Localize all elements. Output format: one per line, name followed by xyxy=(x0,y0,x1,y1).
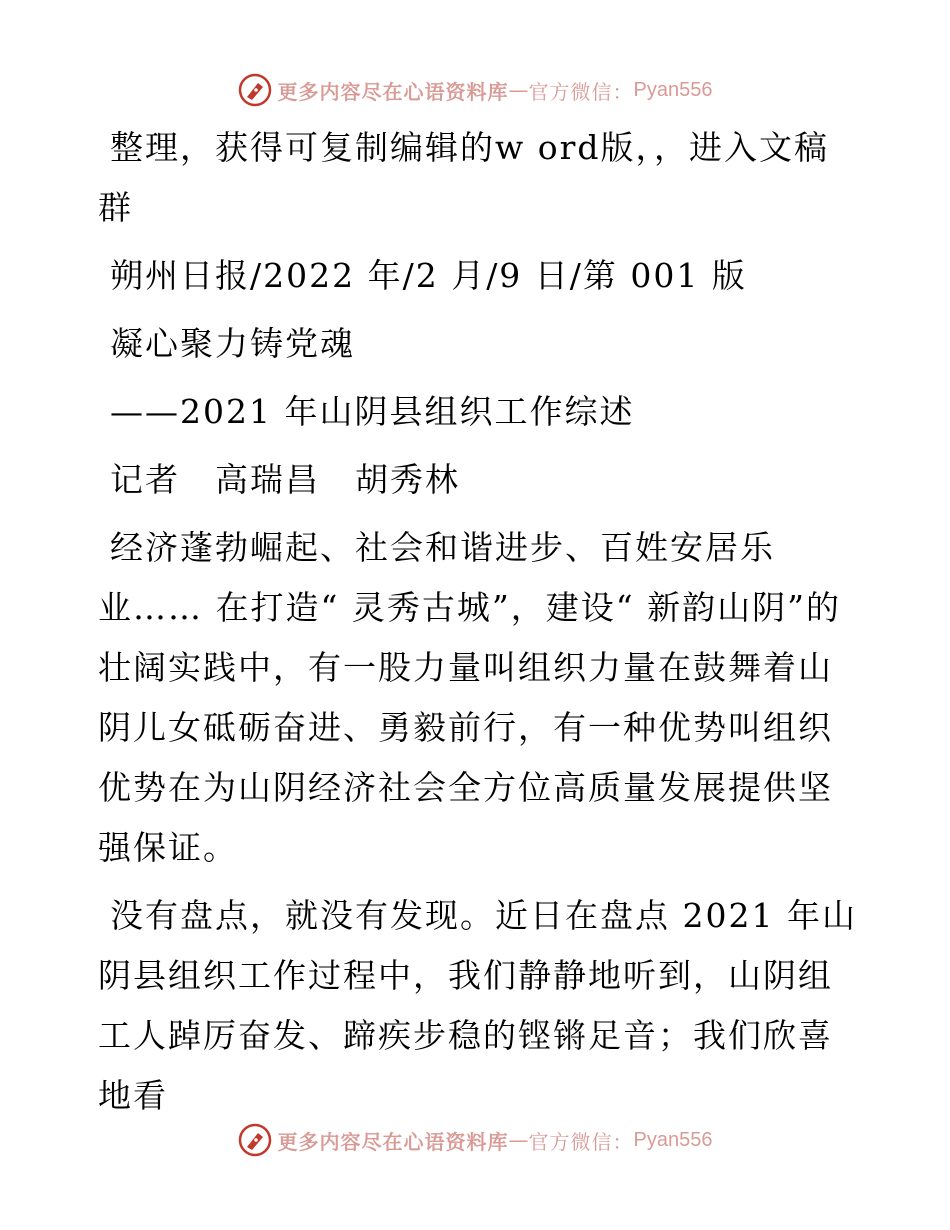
header-watermark xyxy=(0,70,950,110)
watermark-official-label: 官方微信： xyxy=(528,79,634,104)
watermark-official-label: 官方微信： xyxy=(528,1129,634,1154)
watermark-separator: — xyxy=(508,78,529,102)
document-body xyxy=(98,118,858,1134)
article-subtitle: ——2021 年山阴县组织工作综述 xyxy=(110,392,635,431)
watermark-separator: — xyxy=(508,1128,529,1152)
paragraph-1: 经济蓬勃崛起、社会和谐进步、百姓安居乐业…… 在打造“ 灵秀古城”，建设“ 新韵山阴”的壮阔实践中，有一股力量叫组织力量在鼓舞着山阴儿女砥砺奋进、勇毅前行，有一种优势叫组织优势在为山阴经济社会全方位高质量发展提供坚强保证。 xyxy=(98,528,841,867)
watermark-wechat-id: Pyan556 xyxy=(633,1128,713,1151)
watermark-brand: 更多内容尽在心语资料库 xyxy=(277,1129,509,1154)
source-line: 朔州日报/2022 年/2 月/9 日/第 001 版 xyxy=(110,256,747,295)
article-title: 凝心聚力铸党魂 xyxy=(110,324,355,363)
pen-nib-logo-icon xyxy=(238,73,272,107)
watermark-wechat-id: Pyan556 xyxy=(633,78,713,101)
paragraph-2: 没有盘点，就没有发现。近日在盘点 2021 年山阴县组织工作过程中，我们静静地听到，山阴组工人踔厉奋发、蹄疾步稳的铿锵足音；我们欣喜地看 xyxy=(98,896,857,1115)
footer-watermark xyxy=(0,1120,950,1160)
watermark-brand: 更多内容尽在心语资料库 xyxy=(277,79,509,104)
byline: 记者 高瑞昌 胡秀林 xyxy=(110,460,460,499)
intro-note: 整理，获得可复制编辑的w ord版，，进入文稿群 xyxy=(98,128,830,227)
pen-nib-logo-icon xyxy=(238,1123,272,1157)
